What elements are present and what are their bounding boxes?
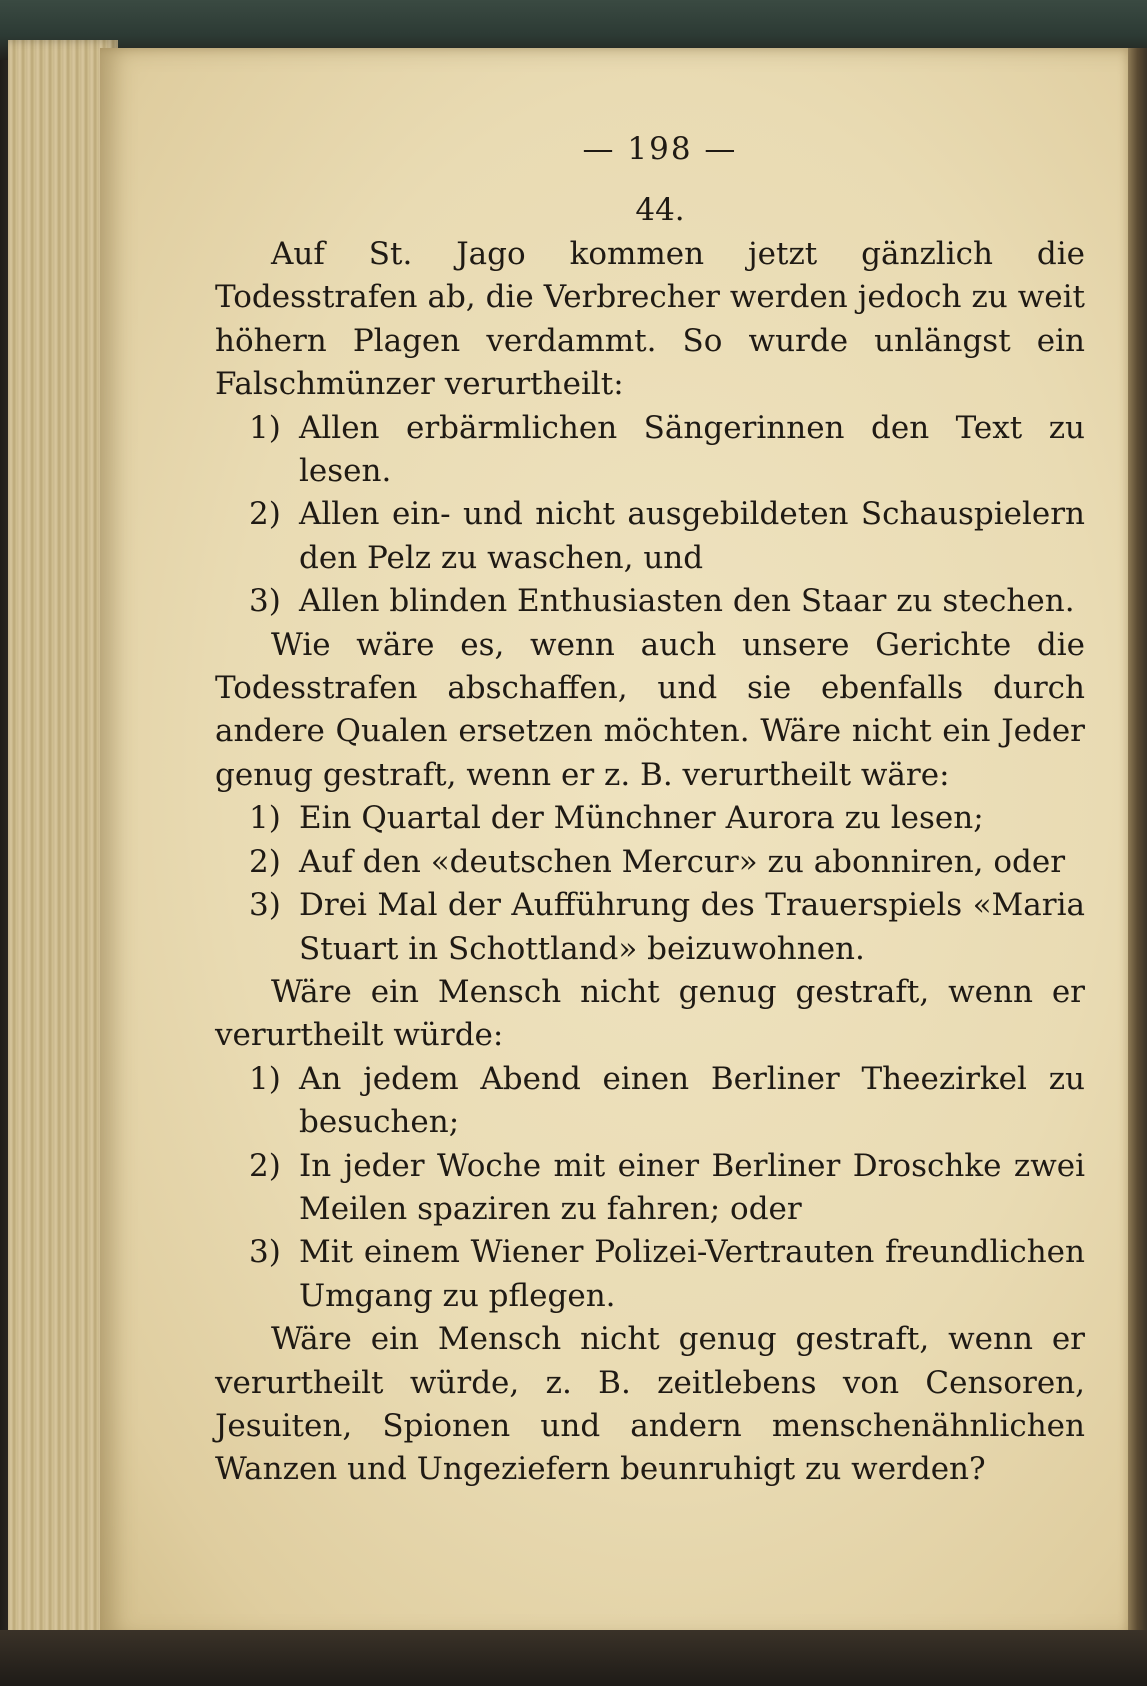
paragraph: Wie wäre es, wenn auch unsere Gerichte die Todesstrafen abschaffen, und sie ebenfalls durch andere Qualen ersetzen möchten. Wäre nicht ein Jeder genug gestraft, wenn er z. B. verurtheilt wäre: — [215, 626, 1085, 793]
list-item-number: 2) — [249, 496, 281, 533]
list-item-number: 3) — [249, 887, 281, 924]
list-item — [215, 1231, 1085, 1318]
list-item-number: 2) — [249, 843, 281, 880]
list-item — [215, 580, 1085, 623]
list-item-number: 1) — [249, 1060, 281, 1097]
list-item-number: 3) — [249, 583, 281, 620]
paragraph: Auf St. Jago kommen jetzt gänzlich die Todesstrafen ab, die Verbrecher werden jedoch zu weit höhern Plagen verdammt. So wurde unlängst ein Falschmünzer verurtheilt: — [215, 236, 1085, 403]
list-item-number: 1) — [249, 409, 281, 446]
page-number: — 198 — — [582, 131, 738, 167]
list-item — [215, 407, 1085, 494]
list-item — [215, 493, 1085, 580]
section-number: 44. — [635, 192, 685, 228]
list-item-text: In jeder Woche mit einer Berliner Droschke zwei Meilen spaziren zu fahren; oder — [299, 1147, 1085, 1227]
list-item-text: Drei Mal der Aufführung des Trauerspiels «Maria Stuart in Schottland» beizuwohnen. — [299, 887, 1085, 967]
list-item-text: Allen erbärmlichen Sängerinnen den Text zu lesen. — [299, 409, 1085, 490]
page-edge-right — [1128, 48, 1147, 1638]
list-item — [215, 797, 1085, 840]
list-item-text: Allen ein- und nicht ausgebildeten Schauspielern den Pelz zu waschen, und — [299, 496, 1085, 576]
book-bottom-shadow — [0, 1630, 1147, 1686]
list-item-number: 3) — [249, 1234, 281, 1271]
list-item-text: An jedem Abend einen Berliner Theezirkel zu besuchen; — [299, 1060, 1085, 1141]
list-item — [215, 1058, 1085, 1145]
list-item-number: 2) — [249, 1147, 281, 1184]
list-item — [215, 1145, 1085, 1232]
list-item-text: Auf den «deutschen Mercur» zu abonniren, oder — [299, 843, 1066, 880]
list-item-text: Allen blinden Enthusiasten den Staar zu stechen. — [299, 583, 1075, 620]
paragraph: Wäre ein Mensch nicht genug gestraft, wenn er verurtheilt würde: — [215, 973, 1085, 1054]
list-item — [215, 884, 1085, 971]
list-item-number: 1) — [249, 800, 281, 837]
list-item — [215, 841, 1085, 884]
paragraph: Wäre ein Mensch nicht genug gestraft, wenn er verurtheilt würde, z. B. zeitlebens von Censoren, Jesuiten, Spionen und andern menschenähnlichen Wanzen und Ungeziefern beunruhigt zu werden? — [215, 1321, 1085, 1488]
page-text-block — [215, 128, 1085, 1492]
list-item-text: Ein Quartal der Münchner Aurora zu lesen; — [299, 800, 984, 837]
list-item-text: Mit einem Wiener Polizei-Vertrauten freundlichen Umgang zu pflegen. — [299, 1234, 1085, 1314]
